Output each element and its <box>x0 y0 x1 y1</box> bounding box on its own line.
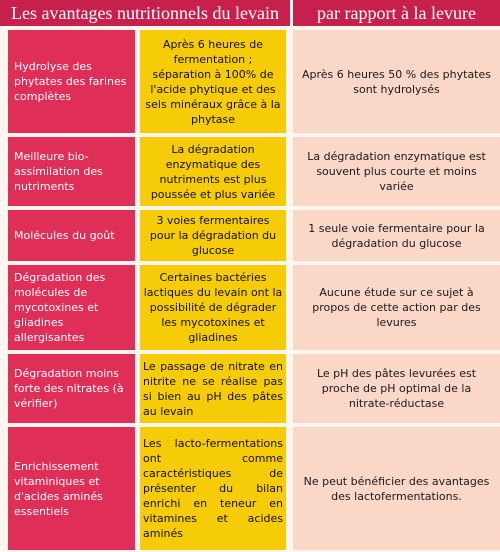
row-1-levure <box>293 30 500 133</box>
row-5-levain-text: Le passage de nitrate en nitrite ne se réalise pas si bien au pH des pâtes au levain <box>143 359 283 418</box>
row-1-name <box>8 30 135 133</box>
row-6-name <box>8 427 135 550</box>
row-2-name <box>8 137 135 206</box>
row-6-levure <box>293 427 500 550</box>
row-3-levure-text: 1 seule voie fermentaire pour la dégradation du glucose <box>308 221 485 250</box>
row-1-levain-text: Après 6 heures de fermentation ; séparation à 100% de l'acide phytique et des sels minéraux grâce à la phytase <box>145 37 281 126</box>
row-2-name-text: Meilleure bio-assimilation des nutriments <box>14 150 103 193</box>
row-3-levain <box>140 210 286 261</box>
row-6-name-text: Enrichissement vitaminiques et d'acides aminés essentiels <box>14 459 103 518</box>
row-1-name-text: Hydrolyse des phytates des farines complètes <box>14 60 127 103</box>
row-5-name <box>8 354 135 423</box>
row-5-name-text: Dégradation moins forte des nitrates (à vérifier) <box>14 367 124 410</box>
row-6-levain-text: Les lacto-fermentations ont comme caractéristiques de présenter du bilan enrichi en teneur en vitamines et acides aminés <box>143 437 283 540</box>
row-3-name-text: Molécules du goût <box>14 229 115 242</box>
row-3-levain-text: 3 voies fermentaires pour la dégradation du glucose <box>149 214 277 257</box>
row-5-levure <box>293 354 500 423</box>
row-1-levain <box>140 30 286 133</box>
row-2-levain <box>140 137 286 206</box>
row-3-levure <box>293 210 500 261</box>
row-2-levain-text: La dégradation enzymatique des nutriments est plus poussée et plus variée <box>150 142 276 201</box>
header-levain: Les avantages nutritionnels du levain <box>0 0 290 26</box>
row-6-levain <box>140 427 286 550</box>
row-5-levure-text: Le pH des pâtes levurées est proche de pH optimal de la nitrate-réductase <box>316 367 477 410</box>
row-2-levure-text: La dégradation enzymatique est souvent plus courte et moins variée <box>307 150 486 193</box>
header-levure: par rapport à la levure <box>293 0 500 26</box>
row-2-levure <box>293 137 500 206</box>
row-4-levure <box>293 265 500 350</box>
row-5-levain <box>140 354 286 423</box>
row-4-levure-text: Aucune étude sur ce sujet à propos de cette action par des levures <box>312 286 481 329</box>
row-3-name <box>8 210 135 261</box>
row-4-name <box>8 265 135 350</box>
row-1-levure-text: Après 6 heures 50 % des phytates sont hydrolysés <box>301 67 491 96</box>
row-4-name-text: Dégradation des molécules de mycotoxines et gliadines allergisantes <box>14 271 106 344</box>
row-4-levain-text: Certaines bactéries lactiques du levain ont la possibilité de dégrader les mycotoxines et gliadines <box>143 271 283 344</box>
row-6-levure-text: Ne peut bénéficier des avantages des lactofermentations. <box>303 474 490 503</box>
row-4-levain <box>140 265 286 350</box>
